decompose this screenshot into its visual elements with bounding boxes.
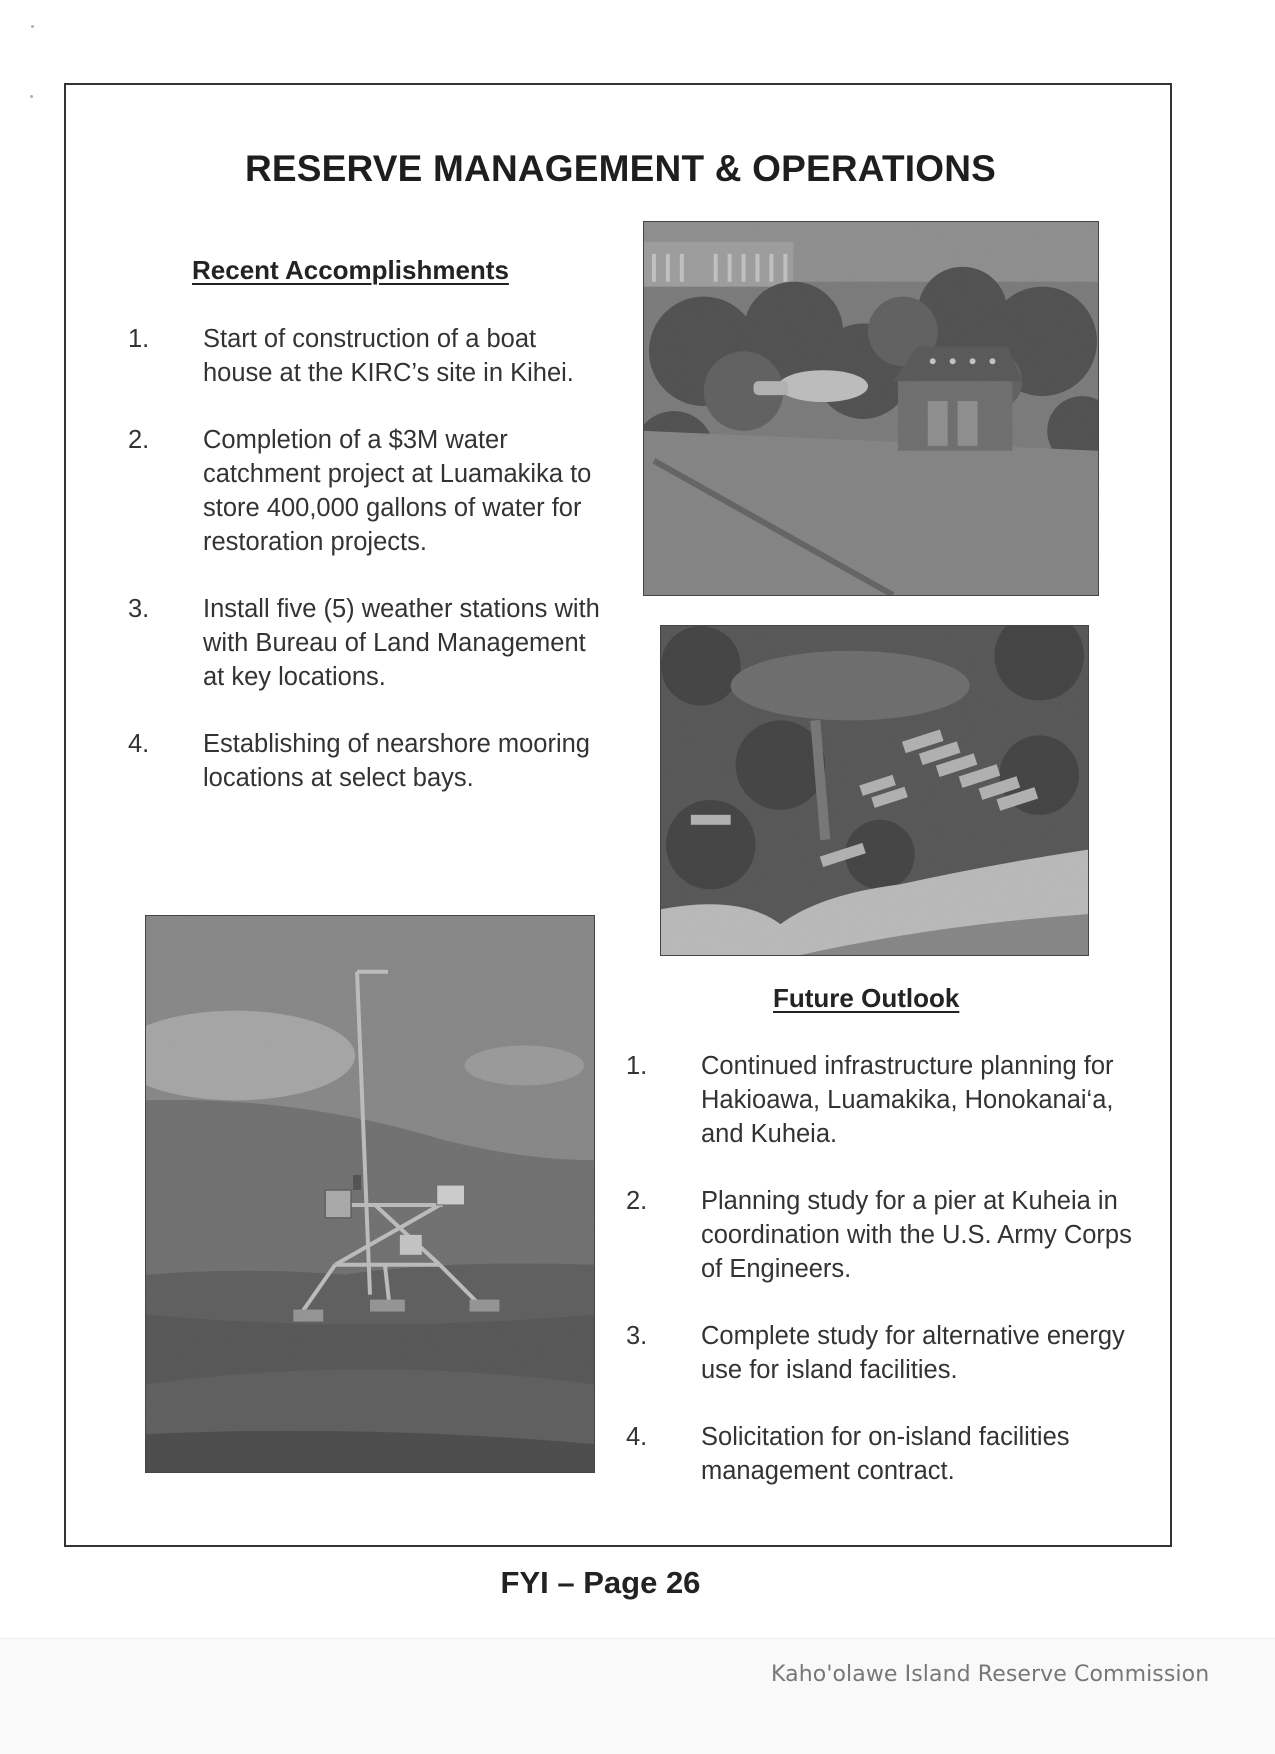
list-item bbox=[128, 592, 608, 694]
item-number: 2. bbox=[626, 1187, 648, 1215]
item-number: 1. bbox=[626, 1052, 648, 1080]
list-item bbox=[626, 1319, 1146, 1387]
list-item bbox=[128, 423, 608, 559]
item-number: 4. bbox=[626, 1423, 648, 1451]
scan-margin bbox=[0, 1638, 1275, 1754]
page-title bbox=[0, 148, 1275, 190]
page-number-text: FYI – Page 26 bbox=[500, 1565, 701, 1600]
list-item bbox=[128, 322, 608, 390]
recent-accomplishments-list bbox=[128, 322, 608, 828]
aerial-base-icon bbox=[661, 626, 1088, 955]
boathouse-rendering-image bbox=[643, 221, 1099, 596]
future-outlook-heading: Future Outlook bbox=[773, 983, 960, 1013]
weather-station-image bbox=[145, 915, 595, 1473]
page-title-text: RESERVE MANAGEMENT & OPERATIONS bbox=[244, 148, 997, 189]
item-text: Solicitation for on-island facilities management contract. bbox=[701, 1423, 1070, 1485]
item-number: 4. bbox=[128, 730, 150, 758]
item-text: Install five (5) weather stations with with Bureau of Land Management at key locations. bbox=[203, 595, 600, 691]
footer-organization: Kaho'olawe Island Reserve Commission bbox=[771, 1662, 1210, 1687]
item-text: Start of construction of a boat house at the KIRC’s site in Kihei. bbox=[203, 325, 574, 387]
scan-speck bbox=[31, 25, 34, 28]
item-text: Completion of a $3M water catchment project at Luamakika to store 400,000 gallons of water for restoration projects. bbox=[203, 426, 592, 556]
aerial-coastal-image bbox=[660, 625, 1089, 956]
item-text: Continued infrastructure planning for Hakioawa, Luamakika, Honokanai‘a, and Kuheia. bbox=[701, 1052, 1114, 1148]
item-text: Complete study for alternative energy use for island facilities. bbox=[701, 1322, 1125, 1384]
page-number bbox=[0, 1565, 1275, 1601]
boathouse-illustration-icon bbox=[644, 222, 1098, 595]
list-item bbox=[626, 1049, 1146, 1151]
item-text: Establishing of nearshore mooring locations at select bays. bbox=[203, 730, 590, 792]
future-outlook-list bbox=[626, 1049, 1146, 1521]
item-number: 1. bbox=[128, 325, 150, 353]
scan-speck bbox=[30, 95, 33, 98]
list-item bbox=[128, 727, 608, 795]
item-number: 2. bbox=[128, 426, 150, 454]
item-number: 3. bbox=[626, 1322, 648, 1350]
list-item bbox=[626, 1184, 1146, 1286]
recent-accomplishments-heading: Recent Accomplishments bbox=[192, 255, 509, 285]
item-text: Planning study for a pier at Kuheia in coordination with the U.S. Army Corps of Engineers. bbox=[701, 1187, 1132, 1283]
weather-station-icon bbox=[146, 916, 594, 1472]
list-item bbox=[626, 1420, 1146, 1488]
item-number: 3. bbox=[128, 595, 150, 623]
